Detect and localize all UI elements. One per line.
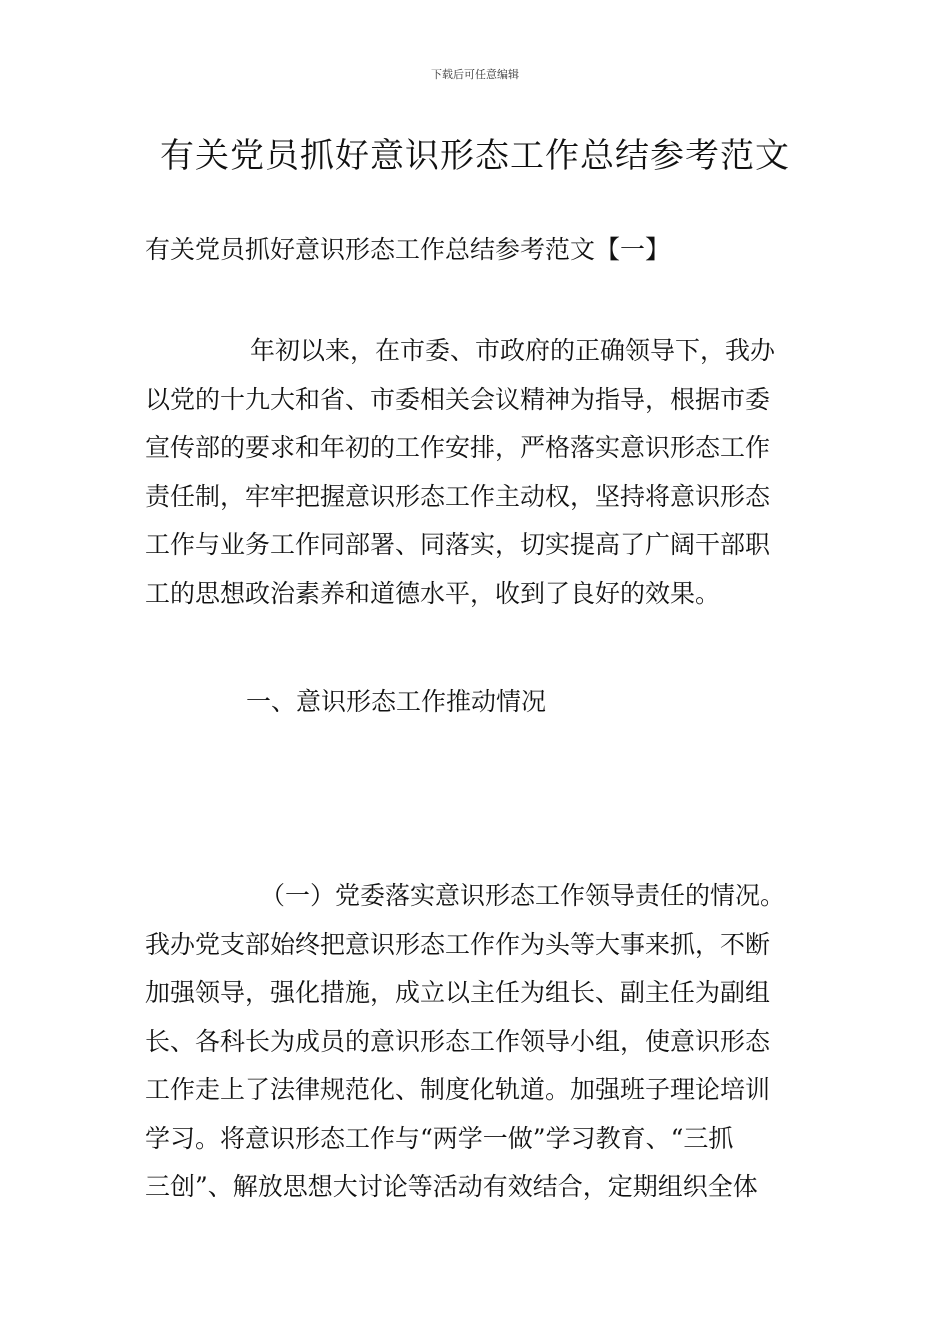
paragraph-line: 宣传部的要求和年初的工作安排，严格落实意识形态工作 — [145, 433, 771, 462]
paragraph-intro — [145, 327, 810, 618]
paragraph-line: 以党的十九大和省、市委相关会议精神为指导，根据市委 — [145, 384, 771, 414]
document-subtitle: 有关党员抓好意识形态工作总结参考范文【一】 — [145, 235, 671, 264]
paragraph-line: （一）党委落实意识形态工作领导责任的情况。 — [260, 881, 786, 910]
paragraph-line: 加强领导，强化措施，成立以主任为组长、副主任为副组 — [145, 978, 771, 1007]
paragraph-line: 我办党支部始终把意识形态工作作为头等大事来抓，不断 — [145, 929, 771, 959]
paragraph-line: 责任制，牢牢把握意识形态工作主动权，坚持将意识形态 — [145, 481, 771, 511]
paragraph-line: 工作与业务工作同部署、同落实，切实提高了广阔干部职 — [145, 530, 771, 559]
paragraph-line: 三创”、解放思想大讨论等活动有效结合，定期组织全体 — [145, 1172, 758, 1201]
paragraph-line: 长、各科长为成员的意识形态工作领导小组，使意识形态 — [145, 1026, 771, 1056]
paragraph-line: 工的思想政治素养和道德水平，收到了良好的效果。 — [145, 578, 721, 608]
paragraph-line: 年初以来，在市委、市政府的正确领导下，我办 — [250, 336, 776, 365]
paragraph-line: 工作走上了法律规范化、制度化轨道。加强班子理论培训 — [145, 1075, 771, 1104]
header-note: 下载后可任意编辑 — [431, 68, 519, 81]
paragraph-line: 学习。将意识形态工作与“两学一做”学习教育、“三抓 — [145, 1123, 734, 1153]
document-title: 有关党员抓好意识形态工作总结参考范文 — [160, 136, 790, 176]
section-heading: 一、意识形态工作推动情况 — [246, 687, 547, 716]
paragraph-section-one — [145, 872, 810, 1212]
